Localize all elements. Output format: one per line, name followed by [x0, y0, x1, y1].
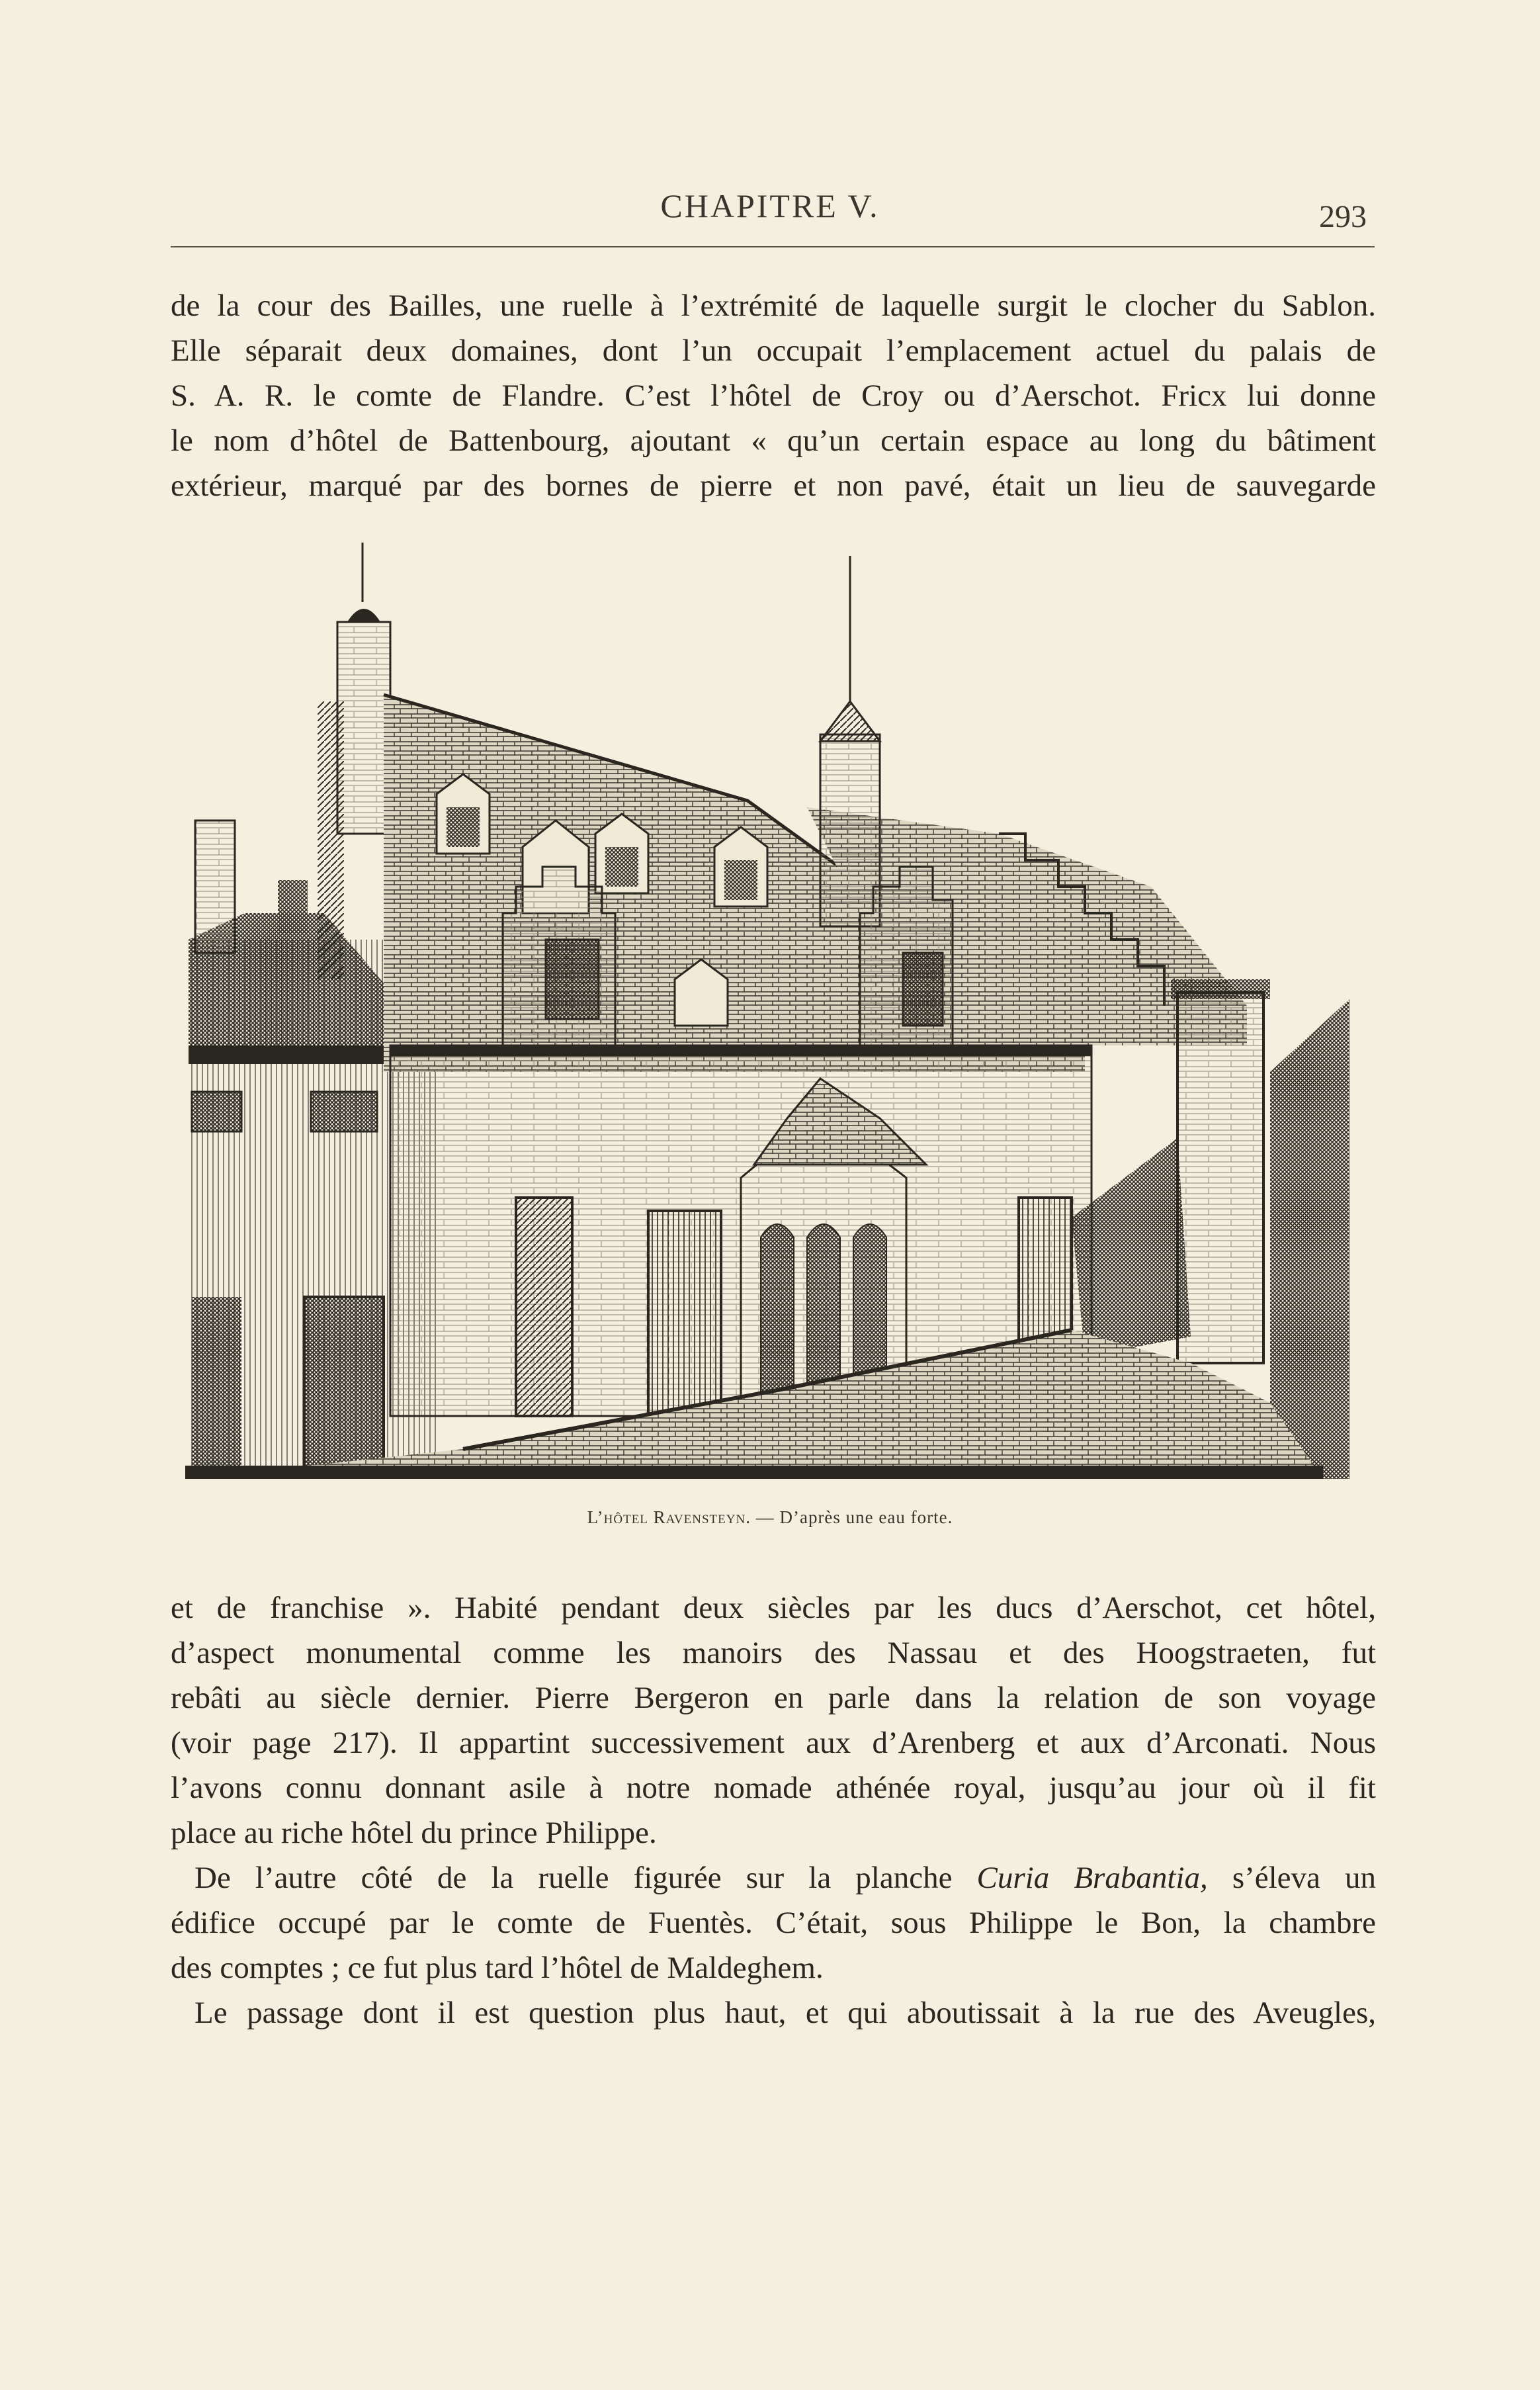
text-line: extérieur, marqué par des bornes de pierre et non pavé, était un lieu de sauvegarde: [171, 468, 1376, 503]
paragraph-top: [171, 283, 1376, 508]
chapter-heading: CHAPITRE V.: [660, 187, 880, 224]
text-line: S. A. R. le comte de Flandre. C’est l’hôtel de Croy ou d’Aerschot. Fricx lui donne: [171, 378, 1376, 413]
figure-caption: [0, 1507, 1540, 1528]
text-segment: De l’autre côté de la ruelle figurée sur la planche: [194, 1861, 977, 1895]
text-line: rebâti au siècle dernier. Pierre Bergeron en parle dans la relation de son voyage: [171, 1681, 1376, 1715]
text-line: d’aspect monumental comme les manoirs des Nassau et des Hoogstraeten, fut: [171, 1636, 1376, 1670]
text-line: l’avons connu donnant asile à notre nomade athénée royal, jusqu’au jour où il fit: [171, 1771, 1376, 1805]
text-line: le nom d’hôtel de Battenbourg, ajoutant « qu’un certain espace au long du bâtiment: [171, 423, 1376, 458]
text-line: et de franchise ». Habité pendant deux siècles par les ducs d’Aerschot, cet hôtel,: [171, 1591, 1376, 1625]
text-line: place au riche hôtel du prince Philippe.: [171, 1816, 657, 1850]
paragraph-bottom: [171, 1585, 1376, 2035]
text-line: Elle séparait deux domaines, dont l’un occupait l’emplacement actuel du palais de: [171, 333, 1376, 368]
building-engraving: [185, 543, 1353, 1482]
text-line: des comptes ; ce fut plus tard l’hôtel de Maldeghem.: [171, 1951, 824, 1985]
text-line: [171, 1855, 1376, 1900]
text-line: (voir page 217). Il appartint successivement aux d’Arenberg et aux d’Arconati. Nous: [171, 1726, 1376, 1760]
caption-source: — D’après une eau forte.: [755, 1507, 953, 1527]
page-number: 293: [1319, 199, 1367, 234]
engraving-illustration: [185, 543, 1353, 1482]
caption-title: L’hôtel Ravensteyn.: [587, 1507, 751, 1527]
text-line: édifice occupé par le comte de Fuentès. C’était, sous Philippe le Bon, la chambre: [171, 1906, 1376, 1940]
italic-title: Curia Brabantia,: [976, 1861, 1208, 1895]
text-segment: s’éleva un: [1207, 1861, 1376, 1895]
header-rule: [171, 246, 1375, 247]
text-line: Le passage dont il est question plus haut, et qui aboutissait à la rue des Aveugles,: [194, 1996, 1376, 2030]
text-line: de la cour des Bailles, une ruelle à l’extrémité de laquelle surgit le clocher du Sablon.: [171, 288, 1376, 323]
